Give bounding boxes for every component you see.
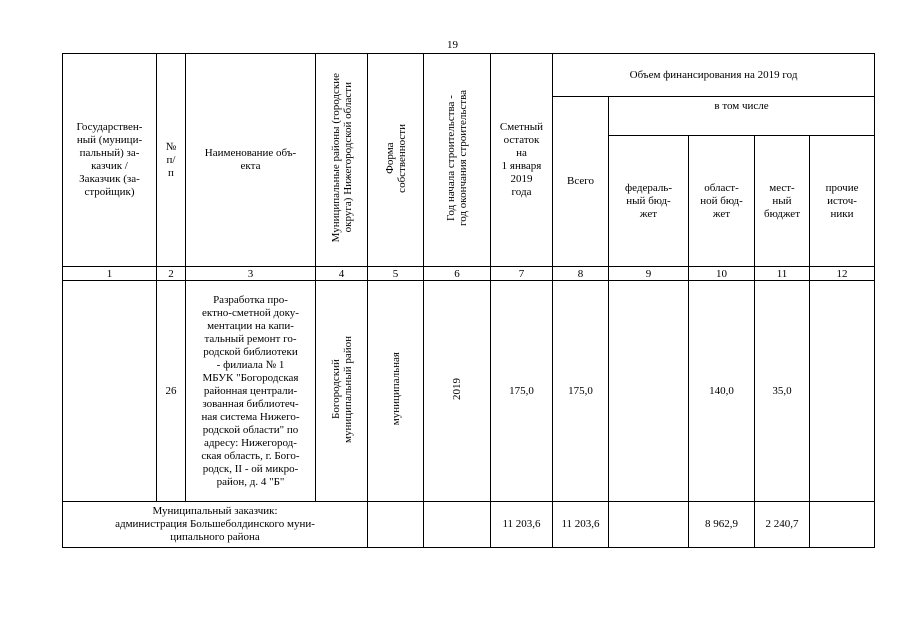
row-years	[424, 281, 491, 502]
col-num-2: 2	[157, 267, 186, 281]
col-num-8: 8	[553, 267, 609, 281]
summary-ownership	[368, 502, 424, 548]
col-num-1: 1	[63, 267, 157, 281]
col-num-6: 6	[424, 267, 491, 281]
row-local: 35,0	[755, 281, 810, 502]
header-object-name: Наименование объ- екта	[186, 54, 316, 267]
page-number: 19	[447, 39, 458, 51]
col-num-3: 3	[186, 267, 316, 281]
row-ownership-text: муниципальная	[389, 352, 402, 426]
header-years	[424, 54, 491, 267]
header-districts	[316, 54, 368, 267]
summary-row	[63, 502, 875, 548]
table-row	[63, 281, 875, 502]
row-federal	[609, 281, 689, 502]
header-estimate: Сметный остаток на 1 января 2019 года	[491, 54, 553, 267]
row-estimate: 175,0	[491, 281, 553, 502]
header-federal: федераль- ный бюд- жет	[609, 136, 689, 267]
row-regional: 140,0	[689, 281, 755, 502]
summary-regional: 8 962,9	[689, 502, 755, 548]
row-num: 26	[157, 281, 186, 502]
col-num-11: 11	[755, 267, 810, 281]
header-total: Всего	[553, 97, 609, 267]
summary-estimate: 11 203,6	[491, 502, 553, 548]
row-object-name: Разработка про- ектно-сметной доку- ментации на капи- тальный ремонт го- родской библиотеки - филиала № 1 МБУК "Богородская районная централи- зованная библиотеч- ная система Нижего- родской области" по адресу: Нижегород- ская область, г. Бого- родск, II - ой микро- район, д. 4 "Б"	[186, 281, 316, 502]
header-ownership-text: Форма собственности	[383, 123, 408, 193]
row-other	[810, 281, 875, 502]
row-total: 175,0	[553, 281, 609, 502]
column-numbers-row	[63, 267, 875, 281]
summary-federal	[609, 502, 689, 548]
row-years-text: 2019	[451, 378, 463, 400]
row-district	[316, 281, 368, 502]
row-ownership	[368, 281, 424, 502]
financing-table	[62, 53, 875, 548]
header-districts-text: Муниципальные районы (городские округа) Нижегородской области	[329, 73, 354, 243]
summary-years	[424, 502, 491, 548]
summary-local: 2 240,7	[755, 502, 810, 548]
col-num-9: 9	[609, 267, 689, 281]
header-customer: Государствен- ный (муници- пальный) за- казчик / Заказчик (за- стройщик)	[63, 54, 157, 267]
header-regional: област- ной бюд- жет	[689, 136, 755, 267]
col-num-12: 12	[810, 267, 875, 281]
header-ownership	[368, 54, 424, 267]
header-local: мест- ный бюджет	[755, 136, 810, 267]
summary-label: Муниципальный заказчик: администрация Большеболдинского муни- ципального района	[63, 502, 368, 548]
col-num-10: 10	[689, 267, 755, 281]
header-other: прочие источ- ники	[810, 136, 875, 267]
row-district-text: Богородский муниципальный район	[329, 335, 354, 443]
header-including: в том числе	[609, 97, 875, 136]
header-funding: Объем финансирования на 2019 год	[553, 54, 875, 97]
summary-other	[810, 502, 875, 548]
summary-total: 11 203,6	[553, 502, 609, 548]
header-years-text: Год начала строительства - год окончания строительства	[445, 90, 469, 226]
col-num-7: 7	[491, 267, 553, 281]
row-customer	[63, 281, 157, 502]
col-num-4: 4	[316, 267, 368, 281]
col-num-5: 5	[368, 267, 424, 281]
header-num: № п/ п	[157, 54, 186, 267]
